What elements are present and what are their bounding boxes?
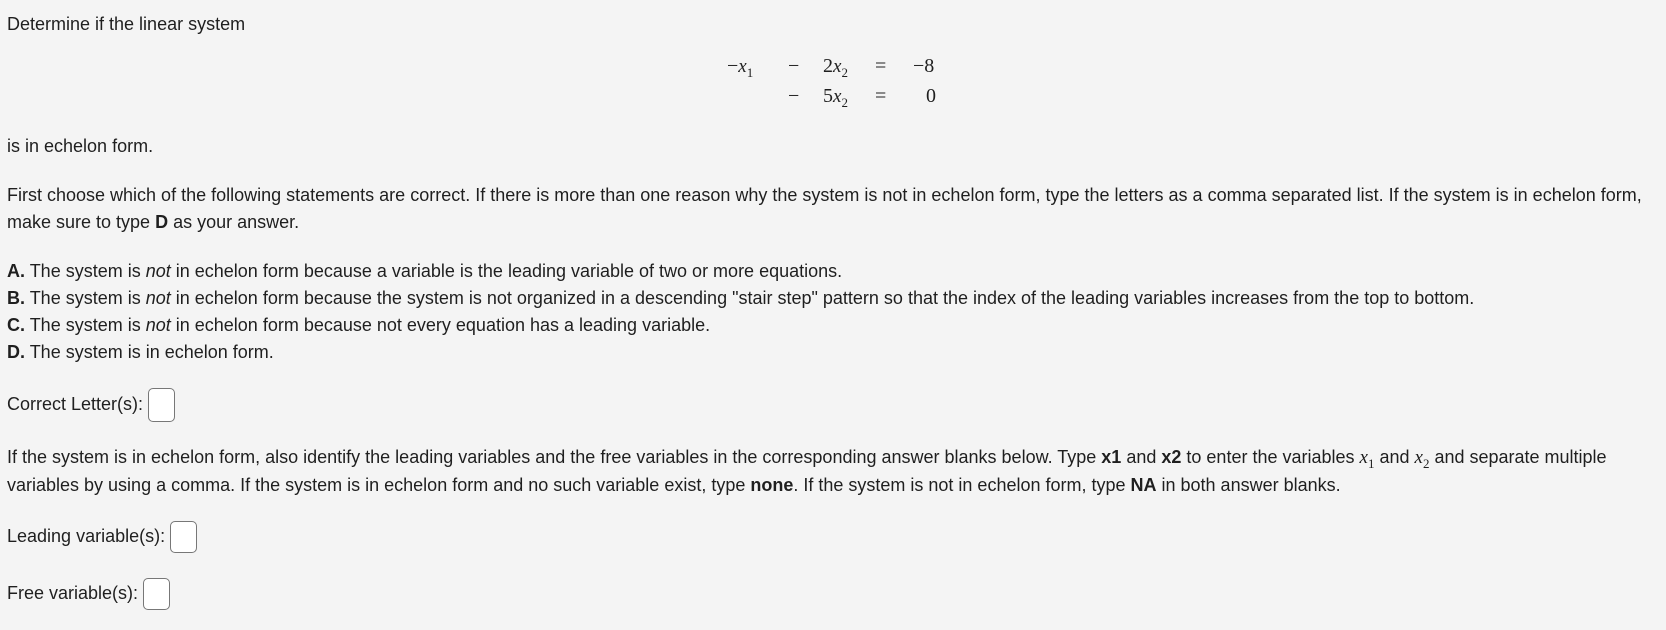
term-2x2: $2x_2$: [823, 55, 848, 80]
intro-text: Determine if the linear system: [7, 14, 246, 34]
rhs-value: −8: [913, 55, 935, 77]
rhs-value: 0: [926, 85, 936, 107]
term-x1: $-x_1$: [727, 55, 754, 80]
equals-sign: =: [875, 55, 887, 77]
leading-variables-row: [7, 521, 197, 553]
correct-letters-label: Correct Letter(s):: [7, 393, 144, 414]
second-instructions-paragraph: If the system is in echelon form, also identify the leading variables and the free variables in the corresponding answer blanks below. Type x1 and x2 to enter the variables $x_1$ and $x_2$ and separate multiple variables by using a comma. If the system is in echelon form and no such variable exist, type none. If the system is not in echelon form, type NA in both answer blanks.: [7, 447, 1607, 495]
minus-operator: −: [788, 55, 800, 77]
option-d: D. The system is in echelon form.: [7, 342, 274, 362]
term-5x2: $5x_2$: [823, 85, 848, 110]
free-variables-label: Free variable(s):: [7, 582, 139, 603]
after-system-text: is in echelon form.: [7, 136, 154, 156]
free-variables-input[interactable]: [143, 578, 170, 610]
option-b: B. The system is not in echelon form because the system is not organized in a descending "stair step" pattern so that the index of the leading variables increases from the top to bottom.: [7, 288, 1475, 308]
option-a: A. The system is not in echelon form because a variable is the leading variable of two or more equations.: [7, 261, 843, 281]
minus-operator: −: [788, 85, 800, 107]
equals-sign: =: [875, 85, 887, 107]
leading-variables-label: Leading variable(s):: [7, 525, 166, 546]
bold-d: D: [155, 212, 169, 232]
leading-variables-input[interactable]: [170, 521, 197, 553]
free-variables-row: [7, 578, 170, 610]
option-c: C. The system is not in echelon form because not every equation has a leading variable.: [7, 315, 711, 335]
options-list: [7, 258, 1652, 366]
instructions-paragraph: First choose which of the following statements are correct. If there is more than one reason why the system is not in echelon form, type the letters as a comma separated list. If the system is in echelon form, make sure to type D as your answer.: [7, 185, 1642, 232]
correct-letters-row: [7, 388, 175, 422]
correct-letters-input[interactable]: [148, 388, 175, 422]
